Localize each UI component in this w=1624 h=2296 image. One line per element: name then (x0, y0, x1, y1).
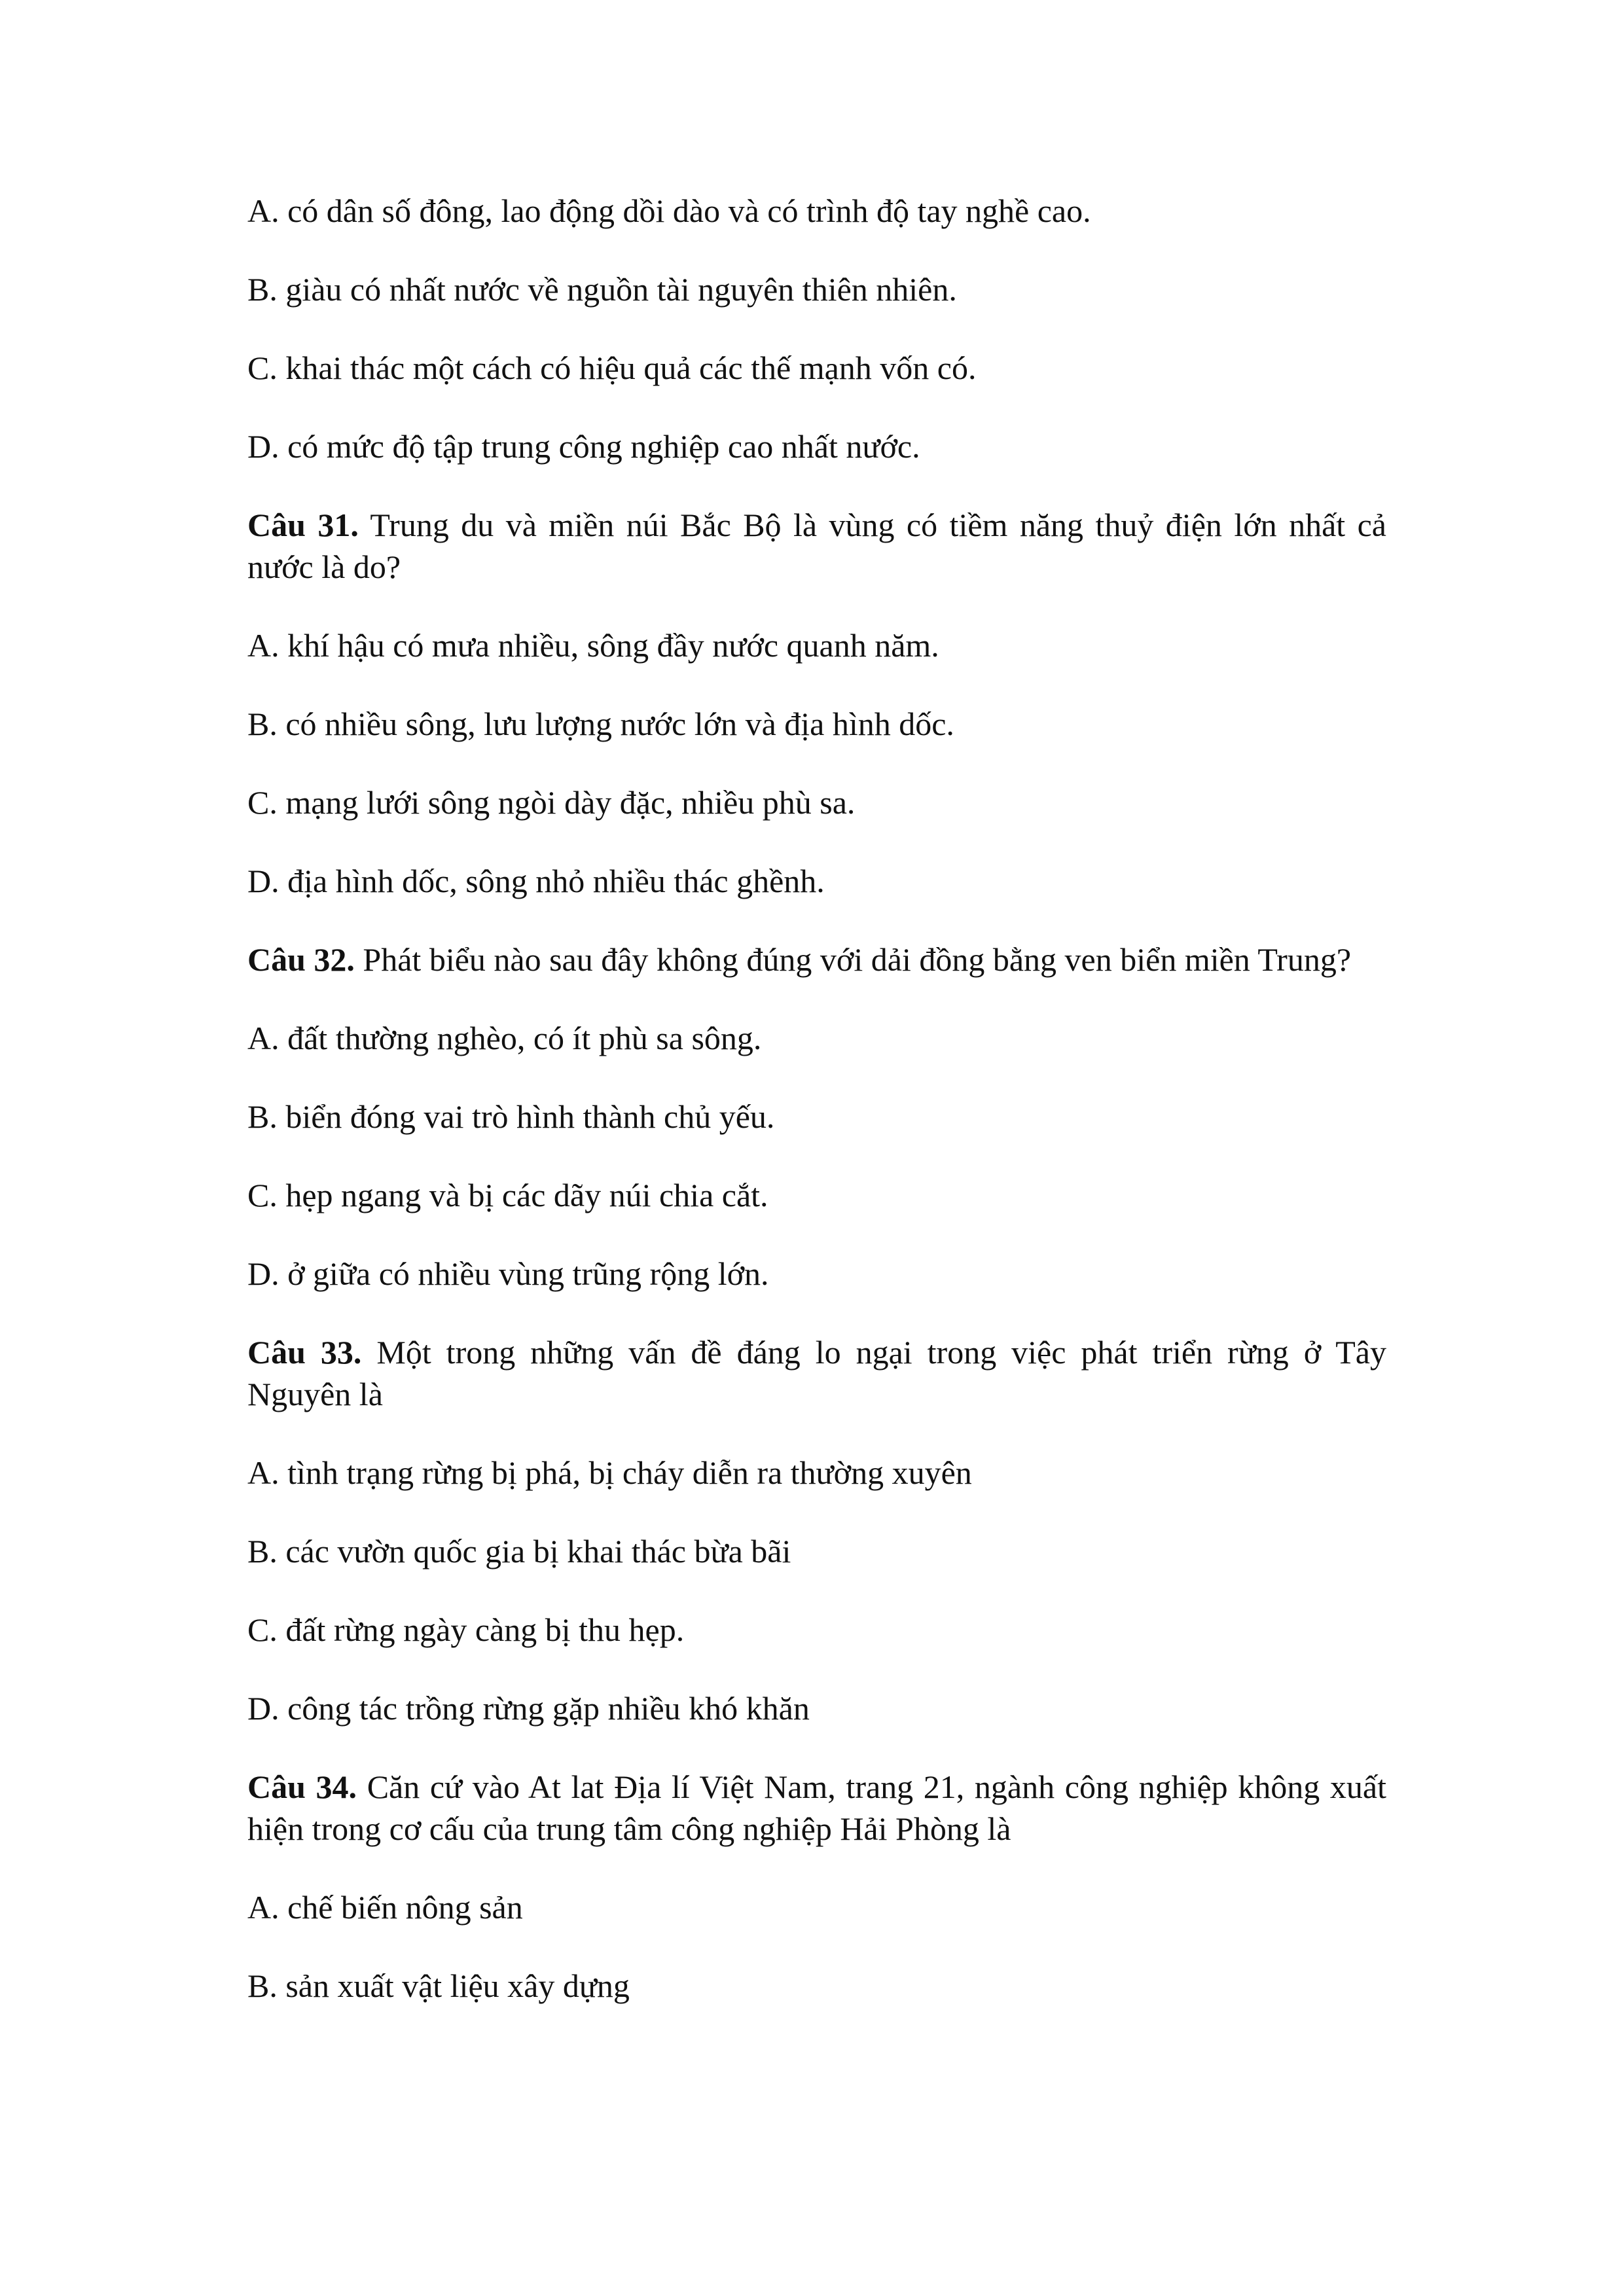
answer-option: B. giàu có nhất nước về nguồn tài nguyên thiên nhiên. (247, 271, 957, 308)
answer-option: D. địa hình dốc, sông nhỏ nhiều thác ghềnh. (247, 863, 825, 899)
question-number: Câu 34. (247, 1768, 357, 1805)
answer-option: C. mạng lưới sông ngòi dày đặc, nhiều phù sa. (247, 784, 856, 821)
answer-option: C. hẹp ngang và bị các dãy núi chia cắt. (247, 1177, 768, 1213)
question-text: Căn cứ vào At lat Địa lí Việt Nam, trang 21, ngành công nghiệp không xuất hiện trong cơ cấu của trung tâm công nghiệp Hải Phòng là (247, 1768, 1386, 1847)
answer-option: A. đất thường nghèo, có ít phù sa sông. (247, 1020, 762, 1056)
exam-page (247, 190, 1386, 2043)
answer-option: B. có nhiều sông, lưu lượng nước lớn và địa hình dốc. (247, 706, 954, 742)
answer-option: A. có dân số đông, lao động dồi dào và có trình độ tay nghề cao. (247, 192, 1091, 229)
answer-option: D. có mức độ tập trung công nghiệp cao nhất nước. (247, 428, 920, 465)
question-text: Phát biểu nào sau đây không đúng với dải đồng bằng ven biển miền Trung? (363, 941, 1352, 978)
answer-option: C. khai thác một cách có hiệu quả các thế mạnh vốn có. (247, 350, 977, 386)
answer-option: A. chế biến nông sản (247, 1889, 523, 1926)
answer-option: B. biển đóng vai trò hình thành chủ yếu. (247, 1098, 775, 1135)
answer-option: D. ở giữa có nhiều vùng trũng rộng lớn. (247, 1255, 769, 1292)
question-number: Câu 32. (247, 941, 355, 978)
answer-option: B. các vườn quốc gia bị khai thác bừa bãi (247, 1533, 791, 1570)
question-32 (247, 939, 1386, 980)
answer-option: C. đất rừng ngày càng bị thu hẹp. (247, 1611, 685, 1648)
answer-option: A. tình trạng rừng bị phá, bị cháy diễn ra thường xuyên (247, 1454, 972, 1491)
question-34 (247, 1766, 1386, 1850)
question-number: Câu 33. (247, 1334, 362, 1371)
question-text: Trung du và miền núi Bắc Bộ là vùng có tiềm năng thuỷ điện lớn nhất cả nước là do? (247, 507, 1386, 585)
answer-option: A. khí hậu có mưa nhiều, sông đầy nước quanh năm. (247, 627, 939, 664)
answer-option: B. sản xuất vật liệu xây dựng (247, 1967, 630, 2004)
question-text: Một trong những vấn đề đáng lo ngại trong việc phát triển rừng ở Tây Nguyên là (247, 1334, 1387, 1412)
question-33 (247, 1331, 1386, 1415)
question-number: Câu 31. (247, 507, 359, 543)
question-31 (247, 504, 1386, 588)
answer-option: D. công tác trồng rừng gặp nhiều khó khăn (247, 1690, 810, 1727)
